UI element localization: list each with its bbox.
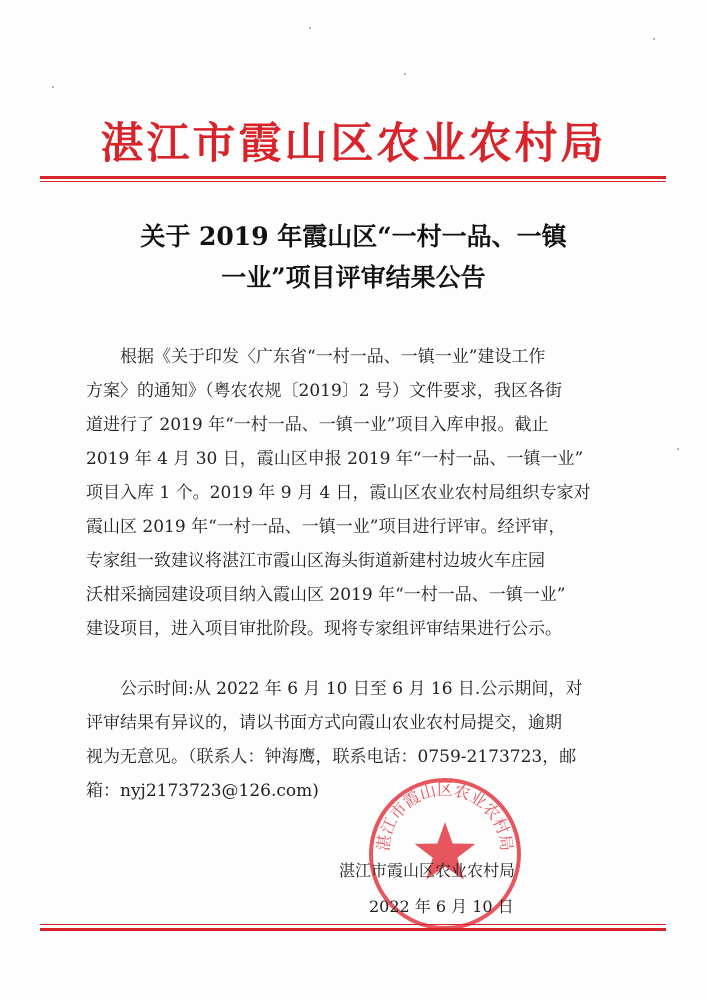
paragraph-line: 2019 年 4 月 30 日，霞山区申报 2019 年“一村一品、一镇一业” bbox=[86, 449, 584, 469]
scan-speck bbox=[677, 448, 679, 450]
paragraph-line: 视为无意见。（联系人：钟海鹰，联系电话：0759-2173723，邮 bbox=[86, 747, 577, 767]
masthead-rule-thick bbox=[40, 176, 666, 179]
masthead-rule-thin bbox=[40, 181, 666, 182]
scan-speck bbox=[52, 86, 54, 88]
scan-speck bbox=[653, 38, 655, 40]
signature-org: 湛江市霞山区农业农村局 bbox=[339, 861, 516, 880]
paragraph-2 bbox=[86, 672, 626, 808]
paragraph-line: 根据《关于印发〈广东省“一村一品、一镇一业”建设工作 bbox=[120, 347, 546, 367]
paragraph-line: 霞山区 2019 年“一村一品、一镇一业”项目进行评审。经评审， bbox=[86, 517, 566, 537]
scan-speck bbox=[309, 27, 311, 29]
paragraph-line: 专家组一致建议将湛江市霞山区海头街道新建村边坡火车庄园 bbox=[86, 551, 545, 571]
paragraph-line: 方案〉的通知》（粤农农规〔2019〕2 号）文件要求，我区各街 bbox=[86, 381, 562, 401]
notice-title-line-2: 一业”项目评审结果公告 bbox=[221, 263, 486, 292]
notice-title-line-1: 关于 2019 年霞山区“一村一品、一镇 bbox=[140, 222, 567, 251]
paragraph-1 bbox=[86, 340, 626, 646]
paragraph-line: 建设项目，进入项目审批阶段。现将专家组评审结果进行公示。 bbox=[86, 619, 562, 639]
scan-speck bbox=[404, 73, 406, 75]
paragraph-line: 沃柑采摘园建设项目纳入霞山区 2019 年“一村一品、一镇一业” bbox=[86, 585, 566, 605]
paragraph-line: 项目入库 1 个。2019 年 9 月 4 日，霞山区农业农村局组织专家对 bbox=[86, 483, 591, 503]
masthead-title: 湛江市霞山区农业农村局 bbox=[100, 119, 607, 169]
email-line: 箱：nyj2173723@126.com) bbox=[86, 781, 319, 801]
signature-date: 2022 年 6 月 10 日 bbox=[369, 897, 514, 916]
seal-text: 湛江市霞山区农业农村局 bbox=[373, 780, 517, 853]
paragraph-line: 评审结果有异议的，请以书面方式向霞山农业农村局提交，逾期 bbox=[86, 713, 562, 733]
footer-rule-thick bbox=[40, 928, 666, 931]
paragraph-line: 道进行了 2019 年“一村一品、一镇一业”项目入库申报。截止 bbox=[86, 415, 549, 435]
footer-rule-thin bbox=[40, 924, 666, 925]
paragraph-line: 公示时间:从 2022 年 6 月 10 日至 6 月 16 日.公示期间，对 bbox=[120, 679, 583, 699]
